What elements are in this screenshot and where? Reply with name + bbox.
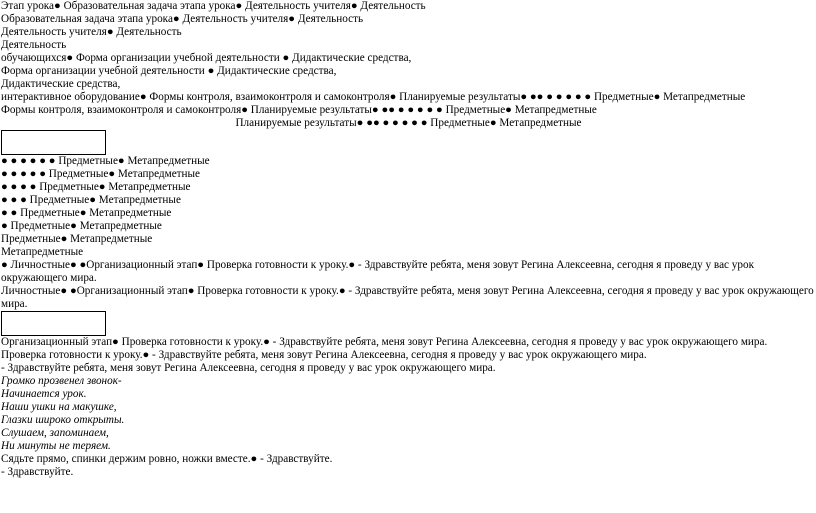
text-line: - Здравствуйте ребята, меня зовут Регина Алексеевна, сегодня я проведу у вас урок окружающего мира. (1, 362, 496, 374)
text-line: интерактивное оборудование● Формы контроля, взаимоконтроля и самоконтроля● Планируемые результаты● ●● ● ● ● ● ● Предметные● Метапредметные (1, 91, 746, 103)
centered-text-line: Планируемые результаты● ●● ● ● ● ● ● Предметные● Метапредметные (235, 117, 582, 129)
text-line: ● ● ● Предметные● Метапредметные (1, 194, 181, 206)
text-line: Метапредметные (1, 246, 84, 258)
text-line: Организационный этап● Проверка готовности к уроку.● - Здравствуйте ребята, меня зовут Регина Алексеевна, сегодня я проведу у вас урок окружающего мира. (1, 336, 768, 348)
wrapped-text-line: Личностные● ●Организационный этап● Проверка готовности к уроку.● - Здравствуйте ребята, меня зовут Регина Алексеевна, сегодня я проведу у вас урок окружающего мира. (1, 285, 814, 310)
text-line: ● Предметные● Метапредметные (1, 220, 162, 232)
text-line: ● ● ● ● ● ● Предметные● Метапредметные (1, 155, 210, 167)
lesson-text-block (1, 336, 816, 479)
text-line: Сядьте прямо, спинки держим ровно, ножки вместе.● - Здравствуйте. (1, 453, 333, 465)
text-line: ● ● ● ● ● Предметные● Метапредметные (1, 168, 201, 180)
poem-line: Глазки широко открыты. (1, 414, 125, 426)
text-line: Дидактические средства, (1, 78, 121, 90)
header-text-block (1, 0, 816, 130)
empty-text-box (1, 311, 106, 336)
poem-line: Начинается урок. (1, 388, 87, 400)
wrapped-text-line: ● Личностные● ●Организационный этап● Проверка готовности к уроку.● - Здравствуйте ребята, меня зовут Регина Алексеевна, сегодня я проведу у вас урок окружающего мира. (1, 259, 755, 284)
text-line: Предметные● Метапредметные (1, 233, 153, 245)
text-line: Формы контроля, взаимоконтроля и самоконтроля● Планируемые результаты● ●● ● ● ● ● ● Предметные● Метапредметные (1, 104, 597, 116)
text-line: Деятельность (1, 39, 67, 51)
empty-text-box (1, 130, 106, 155)
poem-line: Наши ушки на макушке, (1, 401, 117, 413)
text-line: Форма организации учебной деятельности ● Дидактические средства, (1, 65, 337, 77)
text-line: Деятельность учителя● Деятельность (1, 26, 182, 38)
text-line: Этап урока● Образовательная задача этапа урока● Деятельность учителя● Деятельность (1, 0, 426, 12)
poem-line: Громко прозвенел звонок- (1, 375, 122, 387)
results-text-block (1, 155, 816, 311)
text-line: ● ● Предметные● Метапредметные (1, 207, 172, 219)
text-line: ● ● ● ● Предметные● Метапредметные (1, 181, 191, 193)
text-line: - Здравствуйте. (1, 466, 74, 478)
text-line: Образовательная задача этапа урока● Деятельность учителя● Деятельность (1, 13, 364, 25)
text-line: Проверка готовности к уроку.● - Здравствуйте ребята, меня зовут Регина Алексеевна, сегодня я проведу у вас урок окружающего мира. (1, 349, 647, 361)
poem-line: Слушаем, запоминаем, (1, 427, 109, 439)
poem-line: Ни минуты не теряем. (1, 440, 111, 452)
text-line: обучающихся● Форма организации учебной деятельности ● Дидактические средства, (1, 52, 412, 64)
